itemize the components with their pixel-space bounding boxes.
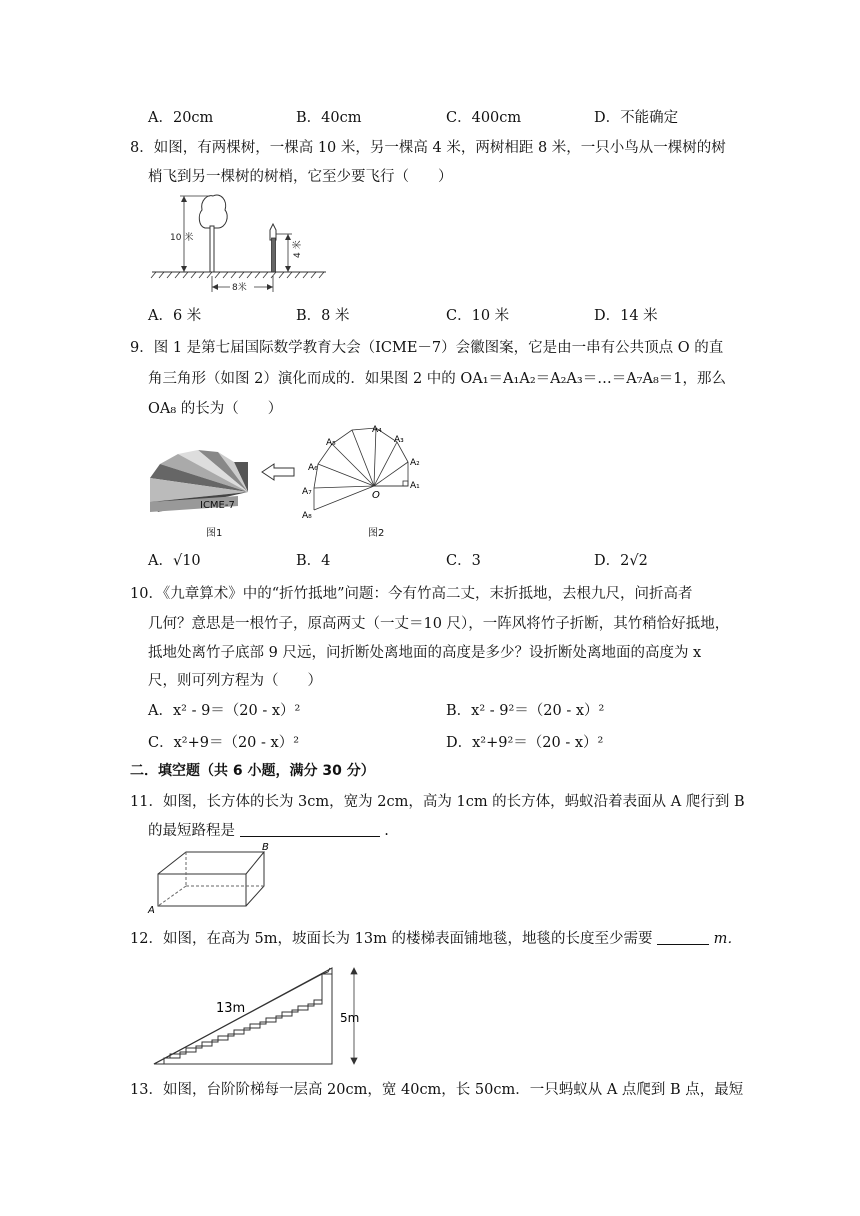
q10-option-b: B．x² - 9²＝（20 - x）² [446,703,605,719]
q8-option-a: A．6 米 [148,308,202,324]
q7-option-d: D．不能确定 [594,110,679,126]
q8-option-d: D．14 米 [594,308,658,324]
q10-text-line2: 几何？意思是一根竹子，原高两丈（一丈＝10 尺），一阵风将竹子折断，其竹稍恰好抵地， [148,616,730,632]
q9-figure2 [298,422,428,522]
q8-text-line2: 梢飞到另一棵树的树梢，它至少要飞行（ ） [148,169,453,185]
q10-text-line3: 抵地处离竹子底部 9 尺远，问折断处离地面的高度是多少？设折断处离地面的高度为 x [148,645,702,661]
q8-figure [150,188,330,298]
q11-text-line1: 11．如图，长方体的长为 3cm，宽为 2cm，高为 1cm 的长方体，蚂蚁沿着表面从 A 爬行到 B [130,794,745,810]
q9-option-b: B．4 [296,553,331,569]
q9-label-a7: A₇ [302,487,312,497]
q11-label-b: B [262,842,269,853]
q12-figure [150,960,370,1072]
q9-label-a2: A₂ [410,458,420,468]
q11-answer-blank[interactable] [240,822,380,837]
q11-figure [146,838,276,914]
q9-fig2-caption: 图2 [368,528,385,539]
q8-short-label: 4 米 [293,240,303,258]
q11-text-end: . [384,823,389,839]
q10-option-c: C．x²+9＝（20 - x）² [148,735,300,751]
q8-dist-label: 8米 [232,283,247,293]
q12-text: 12．如图，在高为 5m，坡面长为 13m 的楼梯表面铺地毯，地毯的长度至少需要 [130,931,653,947]
q12-slope-label: 13m [216,1001,246,1016]
q7-option-c: C．400cm [446,110,522,126]
q11-text-start: 的最短路程是 [148,823,235,839]
q9-label-o: O [372,490,380,501]
q7-option-a: A．20cm [148,110,214,126]
q9-label-a4: A₄ [372,425,382,435]
section-title: 二．填空题（共 6 小题，满分 30 分） [130,763,375,779]
q9-fig1-text: ICME-7 [200,500,235,511]
q9-figure1 [150,420,255,520]
q12-unit: m． [713,931,742,947]
q9-label-a1: A₁ [410,481,420,491]
q9-option-a: A．√10 [148,553,201,569]
q13-text-line1: 13．如图，台阶阶梯每一层高 20cm，宽 40cm，长 50cm．一只蚂蚁从 A 点爬到 B 点，最短 [130,1082,744,1098]
q8-option-b: B．8 米 [296,308,350,324]
q10-text-line4: 尺，则可列方程为（ ） [148,673,322,689]
q8-text-line1: 8．如图，有两棵树，一棵高 10 米，另一棵高 4 米，两树相距 8 米，一只小鸟从一棵树的树 [130,140,726,156]
q9-fig1-caption: 图1 [206,528,223,539]
q11-text-line2 [148,819,389,840]
q9-option-c: C．3 [446,553,481,569]
left-arrow-icon [260,462,296,482]
q9-option-d: D．2√2 [594,553,648,569]
q12-text-line1 [130,927,742,948]
q12-answer-blank[interactable] [657,930,709,945]
q8-option-c: C．10 米 [446,308,510,324]
q10-option-d: D．x²+9²＝（20 - x）² [446,735,604,751]
q7-option-b: B．40cm [296,110,362,126]
q9-label-a5: A₅ [326,438,336,448]
q8-tall-label: 10 米 [170,233,194,243]
q10-option-a: A．x² - 9＝（20 - x）² [148,703,301,719]
q9-label-a3: A₃ [394,435,404,445]
q10-text-line1: 10．《九章算术》中的“折竹抵地”问题：今有竹高二丈，末折抵地，去根九尺，问折高者 [130,586,693,602]
q9-label-a8: A₈ [302,511,312,521]
q9-text-line3: OA₈ 的长为（ ） [148,401,283,417]
q12-height-label: 5m [340,1011,360,1025]
q9-text-line2: 角三角形（如图 2）演化而成的．如果图 2 中的 OA₁＝A₁A₂＝A₂A₃＝…＝A₇A₈＝1，那么 [148,371,726,387]
q11-label-a: A [148,905,155,914]
q9-text-line1: 9．图 1 是第七届国际数学教育大会（ICME－7）会徽图案，它是由一串有公共顶点 O 的直 [130,340,724,356]
q9-label-a6: A₆ [308,463,318,473]
